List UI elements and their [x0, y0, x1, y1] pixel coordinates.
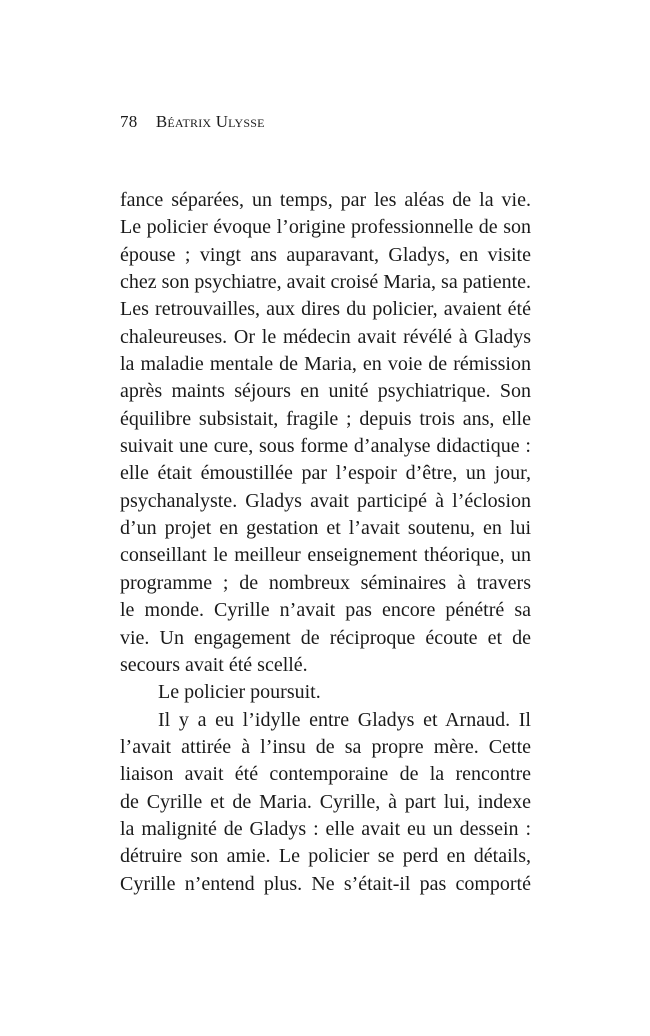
text-line: la malignité de Gladys : elle avait eu un dessein :: [120, 817, 531, 840]
text-line-paragraph-start: Il y a eu l’idylle entre Gladys et Arnaud. Il: [158, 708, 531, 731]
text-line: chaleureuses. Or le médecin avait révélé à Gladys: [120, 325, 531, 348]
text-line: épouse ; vingt ans auparavant, Gladys, en visite: [120, 243, 531, 266]
running-head: [120, 112, 265, 132]
text-line: Les retrouvailles, aux dires du policier, avaient été: [120, 298, 531, 321]
text-line: Cyrille n’entend plus. Ne s’était-il pas comporté: [120, 872, 531, 895]
text-line: la maladie mentale de Maria, en voie de rémission: [120, 353, 531, 376]
text-line: détruire son amie. Le policier se perd en détails,: [120, 845, 531, 868]
text-line: conseillant le meilleur enseignement théorique, un: [120, 544, 531, 567]
text-line: suivait une cure, sous forme d’analyse didactique :: [120, 435, 531, 458]
text-line-paragraph-end: secours avait été scellé.: [120, 653, 308, 676]
text-line: de Cyrille et de Maria. Cyrille, à part lui, indexe: [120, 790, 531, 813]
text-line: elle était émoustillée par l’espoir d’être, un jour,: [120, 462, 531, 485]
text-line: fance séparées, un temps, par les aléas de la vie.: [120, 189, 531, 211]
text-line: d’un projet en gestation et l’avait soutenu, en lui: [120, 517, 531, 540]
text-line: l’avait attirée à l’insu de sa propre mère. Cette: [120, 735, 531, 758]
text-line: chez son psychiatre, avait croisé Maria, sa patiente.: [120, 271, 531, 294]
text-line: équilibre subsistait, fragile ; depuis trois ans, elle: [120, 407, 531, 430]
text-line: vie. Un engagement de réciproque écoute et de: [120, 626, 531, 649]
running-head-author: Béatrix Ulysse: [155, 112, 265, 131]
text-line: liaison avait été contemporaine de la rencontre: [120, 763, 531, 786]
text-line-paragraph-start: Le policier poursuit.: [158, 681, 321, 704]
page-number: 78: [120, 112, 138, 131]
body-text: [120, 187, 531, 898]
text-line: programme ; de nombreux séminaires à travers: [120, 571, 531, 594]
text-line: après maints séjours en unité psychiatrique. Son: [120, 380, 531, 403]
text-line: Le policier évoque l’origine professionnelle de son: [120, 216, 531, 239]
text-line: le monde. Cyrille n’avait pas encore pénétré sa: [120, 599, 531, 622]
text-line: psychanalyste. Gladys avait participé à l’éclosion: [120, 489, 531, 512]
